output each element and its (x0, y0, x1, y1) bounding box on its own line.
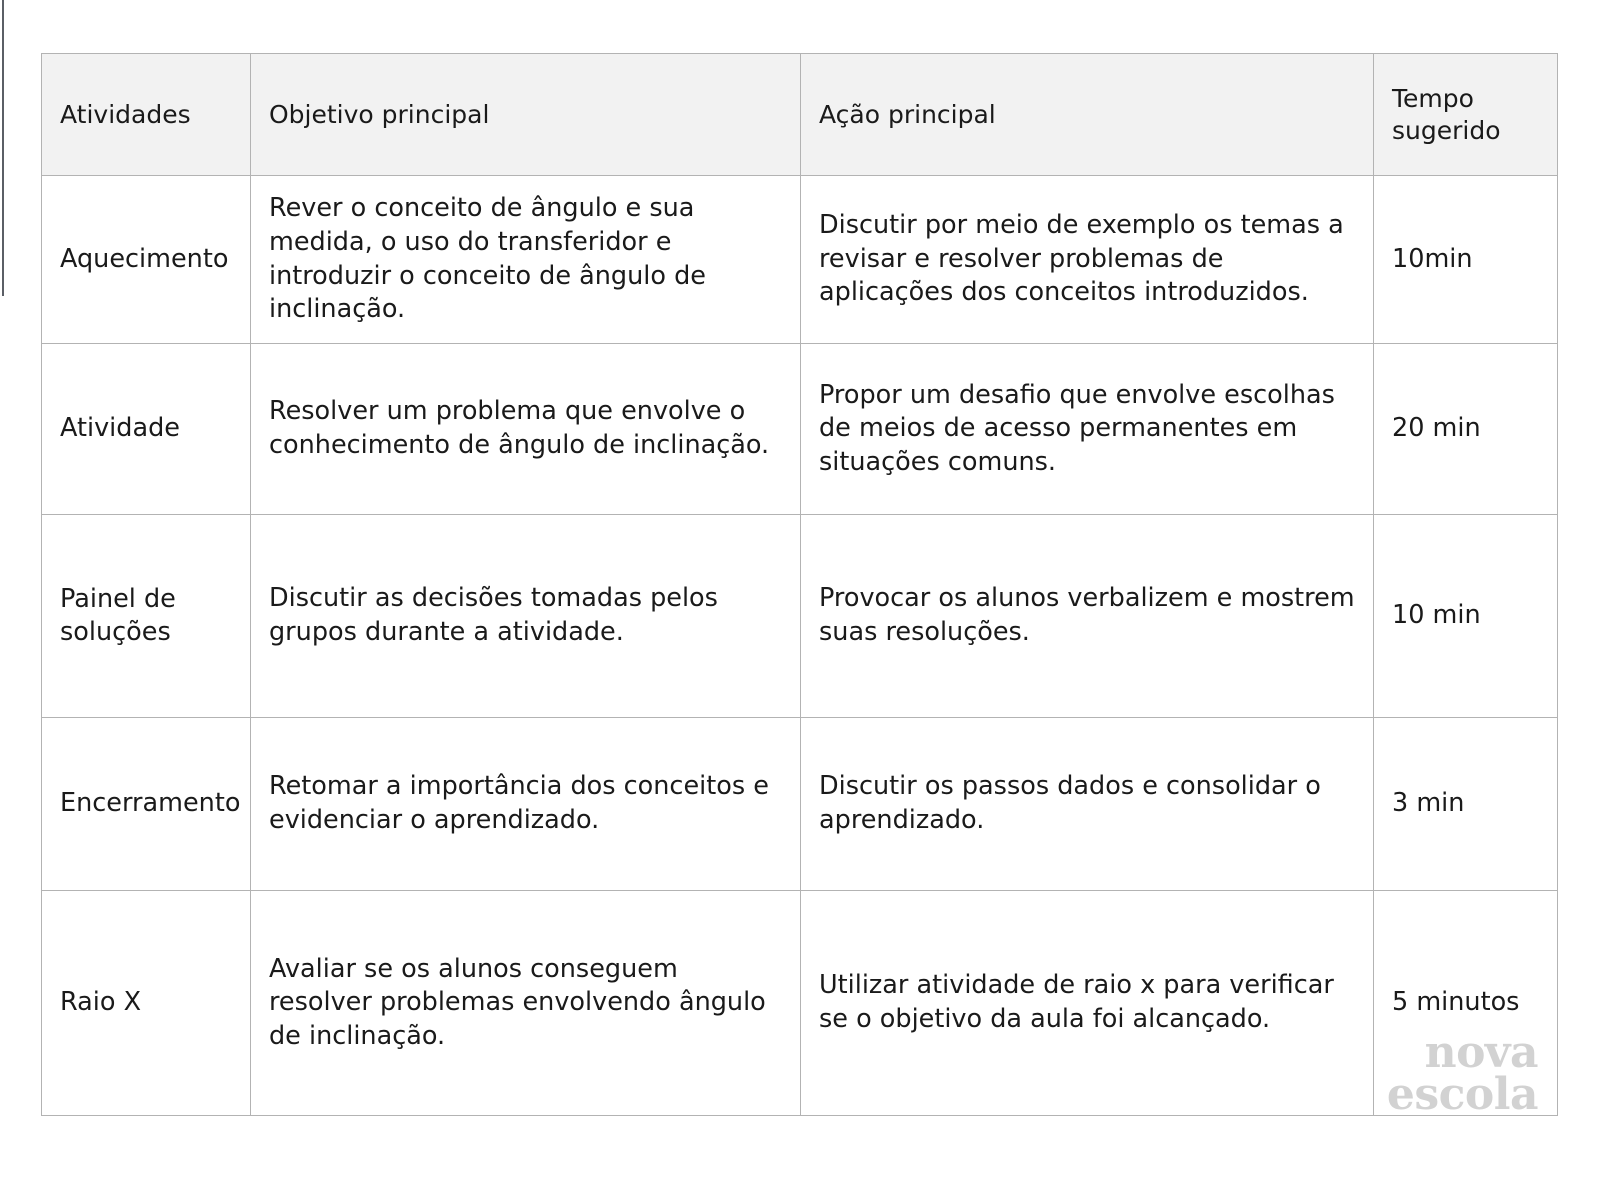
table-row (42, 515, 1558, 718)
cell-acao: Propor um desafio que envolve escolhas de meios de acesso permanentes em situações comuns. (801, 344, 1374, 515)
table-body (42, 176, 1558, 1121)
table-header-row (42, 54, 1558, 176)
cell-atividade: Atividade (42, 344, 251, 515)
cell-objetivo: Rever o conceito de ângulo e sua medida, o uso do transferidor e introduzir o conceito de ângulo de inclinação. (251, 176, 801, 344)
cell-atividade: Painel de soluções (42, 515, 251, 718)
column-header-acao-principal: Ação principal (801, 54, 1374, 176)
cell-objetivo: Retomar a importância dos conceitos e evidenciar o aprendizado. (251, 718, 801, 891)
left-edge-rule (2, 0, 4, 296)
cell-objetivo: Discutir as decisões tomadas pelos grupos durante a atividade. (251, 515, 801, 718)
table-row (42, 176, 1558, 344)
cell-acao: Provocar os alunos verbalizem e mostrem suas resoluções. (801, 515, 1374, 718)
cell-acao: Discutir por meio de exemplo os temas a revisar e resolver problemas de aplicações dos conceitos introduzidos. (801, 176, 1374, 344)
table-header (42, 54, 1558, 176)
column-header-tempo-sugerido: Tempo sugerido (1374, 54, 1558, 176)
cell-atividade: Aquecimento (42, 176, 251, 344)
logo-line-nova: nova (1424, 1027, 1538, 1078)
table-row (42, 344, 1558, 515)
nova-escola-logo (1278, 1027, 1538, 1121)
logo-line-escola: escola (1386, 1069, 1538, 1121)
cell-tempo: 10min (1374, 176, 1558, 344)
column-header-atividades: Atividades (42, 54, 251, 176)
column-header-objetivo-principal: Objetivo principal (251, 54, 801, 176)
cell-tempo: 3 min (1374, 718, 1558, 891)
cell-tempo: 10 min (1374, 515, 1558, 718)
cell-objetivo: Resolver um problema que envolve o conhecimento de ângulo de inclinação. (251, 344, 801, 515)
cell-objetivo: Avaliar se os alunos conseguem resolver problemas envolvendo ângulo de inclinação. (251, 891, 801, 1116)
lesson-plan-table (41, 53, 1558, 1121)
table-row (42, 718, 1558, 891)
cell-tempo: 20 min (1374, 344, 1558, 515)
cell-atividade: Raio X (42, 891, 251, 1116)
cell-tempo: 5 minutos (1374, 891, 1558, 1116)
cell-atividade: Encerramento (42, 718, 251, 891)
cell-acao: Utilizar atividade de raio x para verificar se o objetivo da aula foi alcançado. (801, 891, 1374, 1116)
cell-acao: Discutir os passos dados e consolidar o aprendizado. (801, 718, 1374, 891)
